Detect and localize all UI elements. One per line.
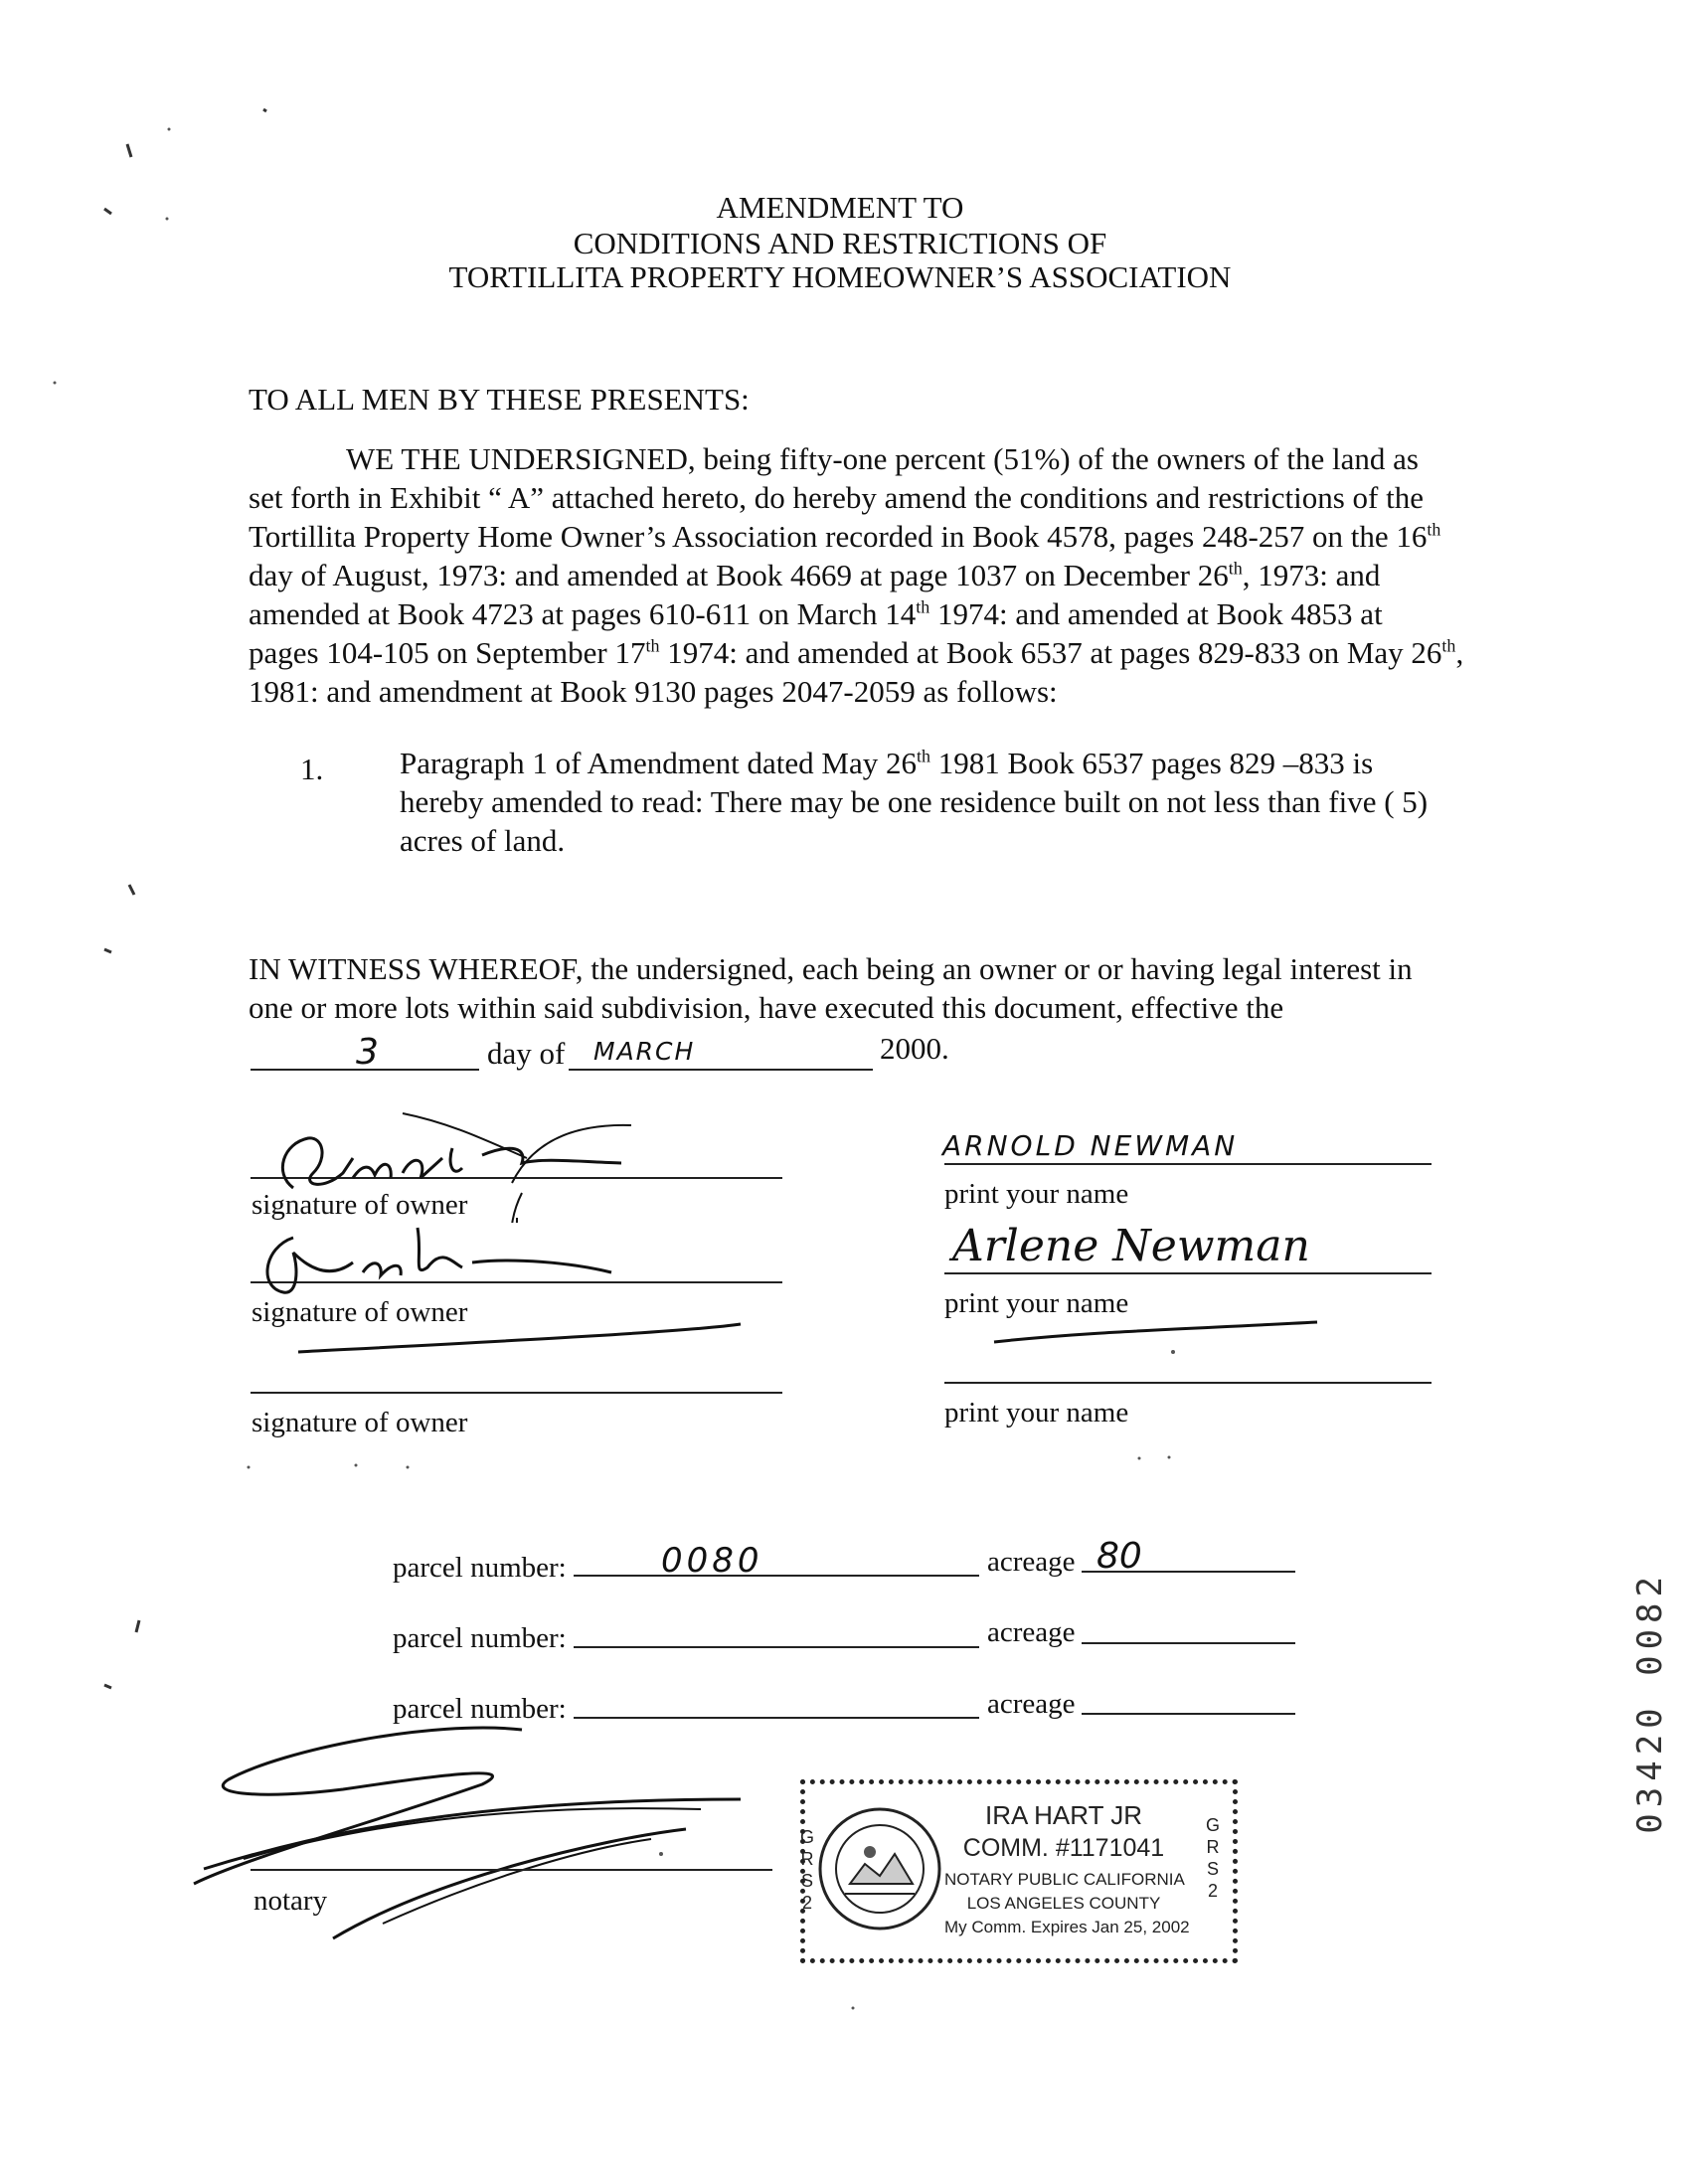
stamp-line-4: LOS ANGELES COUNTY <box>966 1894 1161 1913</box>
title-line-1: AMENDMENT TO <box>716 190 964 225</box>
day-value: 3 <box>356 1032 379 1073</box>
item-1-text: Paragraph 1 of Amendment dated May 26th 1981 Book 6537 pages 829 –833 is hereby amended to read: There may be one residence built on not less than five ( 5) acres of land. <box>400 746 1429 858</box>
title-line-2: CONDITIONS AND RESTRICTIONS OF <box>573 226 1107 260</box>
title-line-3: TORTILLITA PROPERTY HOMEOWNER’S ASSOCIATION <box>448 259 1232 294</box>
month-value: MARCH <box>593 1037 696 1066</box>
signature-of-owner-label-1: signature of owner <box>252 1189 468 1221</box>
print-name-value-2: Arlene Newman <box>952 1221 1310 1271</box>
body-line-5: amended at Book 4723 at pages 610-611 on March 14th 1974: and amended at Book 4853 at <box>249 596 1383 631</box>
print-name-value-1: ARNOLD NEWMAN <box>942 1129 1239 1162</box>
salutation: TO ALL MEN BY THESE PRESENTS: <box>249 382 750 417</box>
edge-document-number: 03420 0082 <box>1630 1571 1670 1834</box>
acreage-label-3: acreage <box>987 1688 1076 1720</box>
stamp-commission: COMM. #1171041 <box>962 1834 1165 1862</box>
body-line-1: WE THE UNDERSIGNED, being fifty-one percent (51%) of the owners of the land as <box>346 441 1419 476</box>
parcel-number-label-3: parcel number: <box>393 1693 567 1725</box>
parcel-number-label-1: parcel number: <box>393 1552 567 1584</box>
notary-label: notary <box>253 1885 328 1917</box>
stamp-name: IRA HART JR <box>985 1800 1142 1830</box>
witness-line-1: IN WITNESS WHEREOF, the undersigned, each being an owner or or having legal interest in <box>249 951 1413 986</box>
print-your-name-label-3: print your name <box>944 1397 1129 1428</box>
acreage-value-1: 80 <box>1096 1536 1142 1577</box>
witness-line-2: one or more lots within said subdivision, have executed this document, effective the <box>249 990 1284 1025</box>
print-your-name-label-1: print your name <box>944 1178 1129 1210</box>
acreage-label-1: acreage <box>987 1546 1076 1578</box>
body-line-3: Tortillita Property Home Owner’s Association recorded in Book 4578, pages 248-257 on the 16th <box>249 519 1441 554</box>
parcel-number-label-2: parcel number: <box>393 1622 567 1654</box>
stamp-line-5: My Comm. Expires Jan 25, 2002 <box>944 1918 1190 1936</box>
signature-of-owner-label-3: signature of owner <box>252 1407 468 1438</box>
body-line-4: day of August, 1973: and amended at Book 4669 at page 1037 on December 26th, 1973: and <box>249 558 1381 592</box>
parcel-number-value-1: 0080 <box>661 1541 763 1581</box>
body-line-7: 1981: and amendment at Book 9130 pages 2047-2059 as follows: <box>249 674 1058 709</box>
year-label: 2000. <box>880 1031 949 1066</box>
stamp-side-code-left: GRS2 <box>799 1827 814 1913</box>
body-line-6: pages 104-105 on September 17th 1974: and amended at Book 6537 at pages 829-833 on May 26th, <box>249 635 1464 670</box>
signature-of-owner-label-2: signature of owner <box>252 1296 468 1328</box>
body-line-2: set forth in Exhibit “ A” attached hereto, do hereby amend the conditions and restrictions of the <box>249 480 1424 515</box>
stamp-line-3: NOTARY PUBLIC CALIFORNIA <box>944 1870 1185 1889</box>
day-of-label: day of <box>487 1036 566 1071</box>
acreage-label-2: acreage <box>987 1616 1076 1648</box>
item-1-number: 1. <box>300 752 324 786</box>
print-your-name-label-2: print your name <box>944 1287 1129 1319</box>
stamp-side-code-right: GRS2 <box>1205 1815 1220 1901</box>
